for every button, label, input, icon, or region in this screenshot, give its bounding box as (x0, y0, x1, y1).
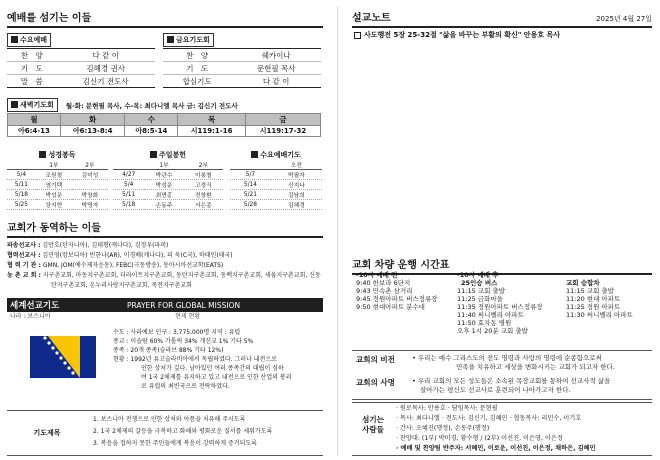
list-item: 9:50 현대아파트 분수대 (356, 303, 425, 311)
column-divider (337, 6, 338, 456)
wed-prayer-table: 오전 5/7 박필자 5/14 신지나 5/21 김남희 5/28 김혜경 (230, 160, 322, 210)
church-mission-label: 교회의 사명 (356, 378, 395, 387)
servers-label: 섬기는 사람들 (362, 415, 384, 434)
table-row: 5/4 조원철 김미성 (7, 170, 108, 180)
square-bullet-icon (167, 36, 174, 43)
table-row: 5/11 염기택 (7, 180, 108, 190)
table-row: 5/11 최면홍 전창환 (113, 190, 223, 200)
fri-worship-table (163, 48, 321, 88)
table-row: 5/18 박성운 박창화 (7, 190, 108, 200)
table-row: 말 씀 김신기 전도사 (7, 75, 155, 88)
church-mission-text: • 우리 교회의 모든 성도들은 소속된 목장교회를 통하여 선교사적 삶을 살아가는 평신도 선교사로 훈련되어 나아가고자 한다. (412, 377, 611, 394)
list-item: 농 촌 교 회 : 지구촌교회, 마동지구촌교회, 더라이트지구촌교회, 동탄지구촌교회, 동백지구촌교회, 세움지구촌교회, 신동탄지구촌교회, 온누리사랑지구촌교회, 죽전지구촌교회 (7, 272, 321, 289)
mission-header (7, 298, 323, 312)
dawn-prayer-block (7, 98, 321, 137)
prayer-topics (7, 410, 323, 456)
table-row: 기 도 김혜경 권사 (7, 62, 155, 75)
dawn-prayer-info: 월-화: 문현필 목사, 수-목: 최다니엘 목사 금: 김신기 전도사 (65, 101, 238, 110)
list-item: 9:43 민속촌 삼거리 (356, 287, 413, 295)
square-bullet-icon (251, 151, 258, 158)
list-item: · 간사: 오혜진(행정), 손동주(행정) (396, 425, 490, 432)
square-bullet-icon (11, 36, 18, 43)
offering-block (113, 150, 223, 210)
offering-table: 1부 2부 4/27 박관수 이봉철 5/4 박성운 고경식 5/11 최면홍 전창환 5/18 손동주 서은종 (113, 160, 223, 210)
list-item: 2. 1국 2체제의 갈등을 극복하고 화해와 평화로운 질서를 세워가도록 (93, 428, 273, 435)
table-row: 5/7 박필자 (230, 170, 322, 180)
list-item: 오후 1시 20분 교회 출발 (457, 327, 528, 335)
square-bullet-icon (150, 151, 157, 158)
mission-status: 현재 현황 (175, 313, 201, 320)
list-item: 11:15 교회 출발 (457, 287, 505, 295)
dawn-prayer-label: 새벽기도회 (20, 101, 54, 109)
list-item: 11:50 효자동 병원 (457, 319, 512, 327)
list-item: · 원로목사: 안용호 · 담임목사: 문현필 (396, 405, 498, 412)
bus-before-service: -10시 예배 전 9:40 한보라 6단지 9:43 민속촌 삼거리 9:45 정원아파트 버스정류장 9:50 현대아파트 분수대 (356, 271, 456, 311)
wed-worship-block (7, 27, 155, 88)
table-row: 기 도 문현필 목사 (163, 62, 321, 75)
bus-van: 교회 승합차 11:15 교회 출발 11:20 현대 아파트 11:25 정원 아파트 11:30 써니벨리 아파트 (566, 279, 656, 319)
list-item: · 찬양대: (1부) 박미경, 황수형 / (2부) 이선진, 이은영, 이은정 (396, 435, 563, 442)
list-item: · 목사: 최다니엘 · 전도사: 김신기, 김혜민 · 협동목사: 리민수, 이기호 (396, 415, 582, 422)
mission-title-en: PRAYER FOR GLOBAL MISSION (127, 300, 241, 310)
table-row: 5/25 장지현 박명자 (7, 200, 108, 210)
partners-block (7, 219, 323, 291)
list-item: 11:25 정원 아파트 (566, 303, 621, 311)
list-item: 11:35 정원아파트 버스정류장 (457, 303, 543, 311)
list-item: 협력선교사 : 김민영(캄보디아) 빈한나(AR), 이경배(캐나다), 피 욱(C국), 하태민(태국) (7, 252, 233, 259)
square-bullet-icon (39, 151, 46, 158)
list-item: 파송선교사 : 김만호(탄자니아), 김태형(캐나다), 김정우(파퍼) (7, 242, 169, 249)
list-item: · 예배 및 찬양팀 반주자: 서혜민, 이로운, 이선진, 이은정, 채하은, 김혜민 (396, 445, 596, 452)
partners-title: 교회가 동역하는 이들 (7, 219, 323, 238)
list-item: 11:30 써니벨리 아파트 (566, 311, 633, 319)
wed-prayer-block (230, 150, 322, 210)
dawn-reading-table (7, 113, 321, 137)
table-row: 5/21 김남희 (230, 190, 322, 200)
bosnia-flag-icon (30, 336, 96, 378)
table-row: 5/28 김혜경 (230, 200, 322, 210)
sermon-text: 사도행전 5장 25-32절 "삶을 바꾸는 부활의 확신" 안용호 목사 (364, 31, 561, 39)
vision-label: 교회의 비전 (356, 355, 395, 364)
offering-label: 주일봉헌 (158, 151, 187, 159)
bus-schedule-title: 교회 차량 운행 시간표 (352, 256, 652, 275)
list-item: 9:45 정원아파트 버스정류장 (356, 295, 438, 303)
table-row: 아6:4-13 아6:13-8:4 아8:5-14 시119:1-16 시119:17-32 (8, 126, 321, 137)
bible-reading-block (7, 150, 108, 210)
table-row: 5/4 박성운 고경식 (113, 180, 223, 190)
list-item: 11:15 교회 출발 (566, 287, 614, 295)
checkbox-icon (354, 32, 361, 39)
table-row: 찬 양 다 같 이 (7, 49, 155, 62)
wed-prayer-label: 수요예배기도 (260, 151, 301, 159)
list-item: 11:25 금화마을 (457, 295, 503, 303)
mission-country: 나라 : 보스니아 (10, 313, 51, 320)
servers-list (396, 404, 596, 454)
mission-status-text: 수도 : 사라예보 인구 : 3,775,000명 지역 : 유럽 종교 : 이슬람 60% 가톨릭 34% 개신교 1% 기타 5% 종족 : 20개 종족(슬라브 88% 기타 12%) 현황 : 1992년 유고슬라비아에서 독립하였다. 그러나 내전으로 인한 상처가 깊다. 남아있던 여러 종족간의 대립이 심하 여 1국 2체제를 유지하고 있고 내전으로 인한 산업의 붕괴 로 유럽의 최빈국으로 전락하였다. (113, 329, 292, 390)
table-row: 4/27 박관수 이봉철 (113, 170, 223, 180)
list-item: 3. 복음을 접하지 못한 주민들에게 복음이 강력하게 증거되도록 (93, 440, 257, 447)
vision-text: • 우리는 예수 그리스도의 전도 명령과 사랑의 명령에 순종함으로써 민족을 치유하고 세상을 변화시키는 교회가 되고자 한다. (412, 354, 615, 371)
list-item: 협 력 기 관 : GMN, JOM(예수제자운동), FEBC(극동방송), 동아시아선교학(EATS) (7, 262, 224, 269)
fri-worship-label: 금요기도회 (176, 36, 210, 44)
sermon-date: 2025년 4월 27일 (596, 15, 652, 23)
list-item: 1. 보스니아 전쟁으로 인한 상처와 아픔을 치유해 주시도록 (93, 416, 246, 423)
mission-title: 세계선교기도 (10, 301, 60, 311)
table-row: 월 화 수 목 금 (8, 114, 321, 126)
wed-worship-table (7, 48, 155, 88)
fri-worship-block (163, 27, 321, 88)
list-item: 11:40 써니벨리 아파트 (457, 311, 524, 319)
square-bullet-icon (11, 101, 18, 108)
list-item: 9:40 한보라 6단지 (356, 279, 411, 287)
sermon-note-title: 설교노트 (352, 13, 391, 24)
prayer-topics-label: 기도제목 (33, 429, 61, 437)
table-row: 합심기도 다 같 이 (163, 75, 321, 88)
worship-servers-title: 예배를 섬기는 이들 (7, 9, 323, 28)
sermon-line (354, 30, 560, 40)
table-row: 5/18 손동주 서은종 (113, 200, 223, 210)
list-item: 11:20 현대 아파트 (566, 295, 621, 303)
sermon-header (352, 9, 652, 28)
wed-worship-label: 수요예배 (20, 36, 48, 44)
bus-after-service: -10시 예배 후 25인승 버스 11:15 교회 출발 11:25 금화마을 11:35 정원아파트 버스정류장 11:40 써니벨리 아파트 11:50 효자동 병원 오후 1시 20분 교회 출발 (457, 271, 562, 335)
table-row: 찬 양 쉐카이나 (163, 49, 321, 62)
bible-reading-table: 1부 2부 5/4 조원철 김미성 5/11 염기택 5/18 박성운 박창화 5/25 장지현 박명자 (7, 160, 108, 210)
bible-reading-label: 성경봉독 (48, 151, 76, 159)
table-row: 5/14 신지나 (230, 180, 322, 190)
